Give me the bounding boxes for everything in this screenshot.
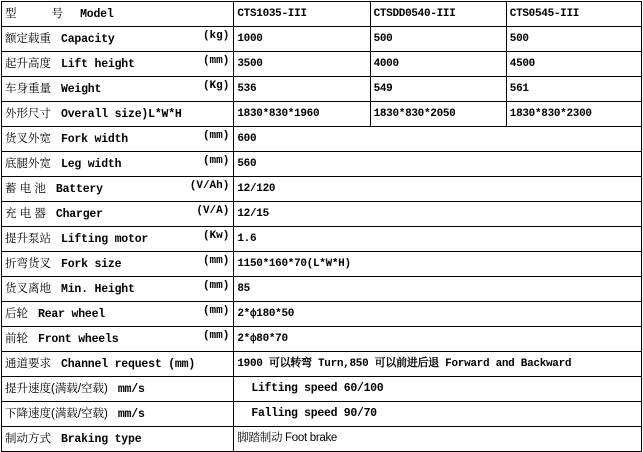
- row-unit: (Kg): [202, 80, 230, 92]
- row-label-cell: [2, 277, 234, 302]
- row-label-en: mm/s: [117, 382, 145, 396]
- row-label-en: Capacity: [61, 32, 115, 46]
- row-label-cn: 提升泵站: [5, 232, 51, 245]
- row-value-cell: 4500: [506, 52, 641, 77]
- row-label-cell: [2, 102, 234, 127]
- row-value-cell: 549: [370, 77, 506, 102]
- specification-table: [1, 1, 642, 452]
- table-row: [2, 102, 642, 127]
- table-row: [2, 177, 642, 202]
- row-label-en: Battery: [55, 182, 103, 196]
- row-label-cn: 底腿外宽: [5, 157, 51, 170]
- row-label-cell: [2, 202, 234, 227]
- row-value-merged: 12/120: [234, 177, 642, 202]
- row-value-merged: 600: [234, 127, 642, 152]
- table-row: [2, 202, 642, 227]
- row-value-cell: 3500: [234, 52, 370, 77]
- row-label-en: Lifting motor: [61, 232, 149, 246]
- row-label-cn: 额定载重: [5, 32, 51, 45]
- table-row: [2, 77, 642, 102]
- row-label-cn: 通道要求: [5, 357, 51, 370]
- row-value-cell: 1830*830*1960: [234, 102, 370, 127]
- row-label-cell: [2, 252, 234, 277]
- table-row: [2, 352, 642, 377]
- row-label-cn: 折弯货叉: [5, 257, 51, 270]
- row-label-cell: [2, 352, 234, 377]
- header-label-cn: 型 号: [5, 7, 67, 20]
- row-label-cn: 提升速度(满载/空载): [5, 382, 108, 395]
- row-label-cn: 蓄 电 池: [5, 182, 46, 195]
- row-label-en: Channel request (mm): [61, 357, 196, 371]
- table-body: [2, 2, 642, 452]
- row-label-en: Charger: [55, 207, 103, 221]
- row-label-en: mm/s: [117, 407, 145, 421]
- row-unit: (mm): [202, 155, 230, 167]
- table-row: [2, 252, 642, 277]
- row-value-cell: 500: [370, 27, 506, 52]
- row-value-cell: 1830*830*2300: [506, 102, 641, 127]
- row-label-cell: [2, 127, 234, 152]
- row-value-text: Falling speed 90/70: [251, 407, 377, 420]
- row-unit: (Kw): [202, 230, 230, 242]
- row-label-cell: [2, 402, 234, 427]
- row-value-text: 脚踏制动 Foot brake: [237, 432, 338, 444]
- row-value-cell: 1830*830*2050: [370, 102, 506, 127]
- column-header-2: CTSDD0540-III: [370, 2, 506, 27]
- row-label-cell: [2, 27, 234, 52]
- table-row: [2, 27, 642, 52]
- row-value-merged: [234, 377, 642, 402]
- row-label-cell: [2, 302, 234, 327]
- row-value-cell: 536: [234, 77, 370, 102]
- row-label-en: Rear wheel: [38, 307, 106, 321]
- row-label-en: Braking type: [61, 432, 142, 446]
- row-label-cell: [2, 77, 234, 102]
- table-row: [2, 302, 642, 327]
- row-value-cell: 561: [506, 77, 641, 102]
- row-label-cell: [2, 177, 234, 202]
- row-label-en: Lift height: [61, 57, 135, 71]
- row-value-merged: 12/15: [234, 202, 642, 227]
- row-label-en: Fork width: [61, 132, 129, 146]
- table-row: [2, 327, 642, 352]
- row-value-cell: 500: [506, 27, 641, 52]
- row-label-cell: [2, 227, 234, 252]
- row-label-cn: 充 电 器: [5, 207, 46, 220]
- row-unit: (V/A): [196, 205, 230, 217]
- row-value-merged: 2*ф80*70: [234, 327, 642, 352]
- row-label-cn: 起升高度: [5, 57, 51, 70]
- row-value-cell: 4000: [370, 52, 506, 77]
- column-header-1: CTS1035-III: [234, 2, 370, 27]
- row-label-cell: [2, 327, 234, 352]
- table-row: [2, 227, 642, 252]
- table-row: [2, 377, 642, 402]
- row-label-en: Weight: [61, 82, 102, 96]
- row-value-merged: [234, 427, 642, 452]
- table-row: [2, 277, 642, 302]
- row-unit: (mm): [202, 255, 230, 267]
- row-unit: (mm): [202, 330, 230, 342]
- table-header-row: [2, 2, 642, 27]
- row-label-cn: 货叉离地: [5, 282, 51, 295]
- column-header-3: CTS0545-III: [506, 2, 641, 27]
- header-label-cell: [2, 2, 234, 27]
- row-unit: (mm): [202, 305, 230, 317]
- row-unit: (mm): [202, 280, 230, 292]
- table-row: [2, 52, 642, 77]
- row-unit: (kg): [202, 30, 230, 42]
- row-label-cn: 外形尺寸: [5, 107, 51, 120]
- row-value-cell: 1000: [234, 27, 370, 52]
- row-label-cell: [2, 152, 234, 177]
- row-label-cell: [2, 427, 234, 452]
- row-label-cn: 货叉外宽: [5, 132, 51, 145]
- row-value-merged: 85: [234, 277, 642, 302]
- row-label-en: Min. Height: [61, 282, 135, 296]
- row-label-cell: [2, 52, 234, 77]
- row-label-cell: [2, 377, 234, 402]
- table-row: [2, 152, 642, 177]
- row-value-text: Lifting speed 60/100: [251, 382, 384, 395]
- row-value-merged: 560: [234, 152, 642, 177]
- row-label-en: Front wheels: [38, 332, 119, 346]
- row-label-cn: 车身重量: [5, 82, 51, 95]
- table-row: [2, 402, 642, 427]
- row-label-cn: 前轮: [5, 332, 28, 345]
- row-label-cn: 制动方式: [5, 432, 51, 445]
- row-value-merged: 1150*160*70(L*W*H): [234, 252, 642, 277]
- row-label-en: Overall size)L*W*H: [61, 107, 182, 121]
- row-value-merged: [234, 402, 642, 427]
- row-label-en: Leg width: [61, 157, 122, 171]
- table-row: [2, 427, 642, 452]
- row-unit: (mm): [202, 130, 230, 142]
- row-unit: (mm): [202, 55, 230, 67]
- table-row: [2, 127, 642, 152]
- row-unit: (V/Ah): [189, 180, 230, 192]
- row-label-cn: 下降速度(满载/空载): [5, 407, 108, 420]
- row-value-merged: 1900 可以转弯 Turn,850 可以前进后退 Forward and Backward: [234, 352, 642, 377]
- row-value-merged: 2*ф180*50: [234, 302, 642, 327]
- row-value-merged: 1.6: [234, 227, 642, 252]
- row-label-cn: 后轮: [5, 307, 28, 320]
- header-label-en: Model: [80, 7, 114, 21]
- row-label-en: Fork size: [61, 257, 122, 271]
